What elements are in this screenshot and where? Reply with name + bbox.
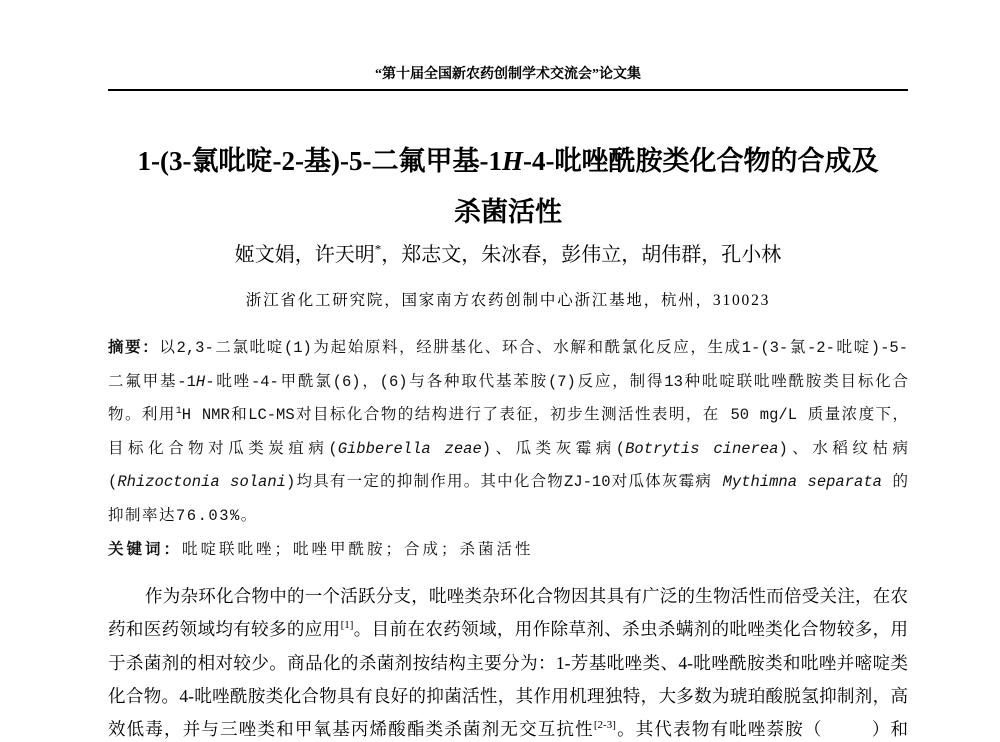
abstract-line-1 — [108, 332, 908, 366]
corresponding-author-mark: * — [374, 241, 382, 257]
body-line-5-cropped — [108, 716, 908, 739]
keywords-text: 吡啶联吡唑；吡唑甲酰胺；合成；杀菌活性 — [182, 540, 534, 559]
title-text: -4-吡唑酰胺类化合物的合成及 — [522, 146, 879, 176]
body-text: 。其代表物有吡唑萘胺（ — [615, 719, 823, 739]
abstract-text: 目标化合物对瓜类炭疽病( — [108, 439, 338, 458]
abstract-section — [108, 332, 908, 567]
author-names: 姬文娟，许天明 — [234, 244, 375, 266]
author-list — [108, 240, 908, 270]
body-text: 。目前在农药领域，用作除草剂、杀虫杀螨剂的吡唑类化合物较多，用 — [353, 619, 909, 640]
body-text: ）和 — [870, 719, 908, 739]
abstract-text: 物。利用 — [108, 406, 176, 425]
abstract-text: )、水稻纹枯病 — [778, 439, 908, 458]
body-line-2 — [108, 613, 908, 646]
abstract-line-2 — [108, 366, 908, 400]
body-line-4 — [108, 680, 908, 713]
cropped-gap — [823, 734, 871, 735]
abstract-text: 二氟甲基-1 — [108, 372, 196, 391]
abstract-text: 以2,3-二氯吡啶(1)为起始原料，经肼基化、环合、水解和酰氯化反应，生成1-(3-氯-2-吡啶)-5- — [159, 339, 908, 357]
header-rule — [108, 89, 908, 91]
species-name: Gibberella zeae — [337, 439, 482, 458]
body-paragraph — [108, 580, 908, 713]
abstract-text: H NMR和LC-MS对目标化合物的结构进行了表征，初步生测活性表明，在 50 mg/L 质量浓度下， — [181, 406, 908, 425]
body-text: 作为杂环化合物中的一个活跃分支，吡唑类杂环化合物因其具有广泛的生物活性而倍受关注，在农 — [145, 586, 908, 606]
body-text: 效低毒，并与三唑类和甲氧基丙烯酸酯类杀菌剂无交互抗性 — [108, 719, 594, 739]
abstract-line-6 — [108, 500, 908, 534]
species-name: Mythimna separata — [722, 473, 882, 492]
abstract-line-4 — [108, 433, 908, 467]
body-line-3 — [108, 647, 908, 680]
body-text: 化合物。4-吡唑酰胺类化合物具有良好的抑菌活性，其作用机理独特，大多数为琥珀酸脱氢抑制剂，高 — [108, 685, 908, 706]
keywords-line — [108, 534, 908, 568]
superscript-mass-number: 1 — [175, 406, 182, 418]
abstract-text: ( — [108, 473, 118, 492]
citation-ref: [1] — [340, 619, 354, 632]
body-text: 于杀菌剂的相对较少。商品化的杀菌剂按结构主要分为：1-芳基吡唑类、4-吡唑酰胺类和吡唑并嘧啶类 — [108, 652, 908, 673]
abstract-text: )、瓜类灰霉病( — [481, 439, 626, 458]
abstract-line-5 — [108, 466, 908, 500]
affiliation: 浙江省化工研究院，国家南方农药创制中心浙江基地，杭州，310023 — [245, 292, 771, 309]
author-names: ，郑志文，朱冰春，彭伟立，胡伟群，孔小林 — [381, 244, 782, 266]
title-line-1 — [108, 141, 908, 181]
abstract-text: -吡唑-4-甲酰氯(6)，(6)与各种取代基苯胺(7)反应，制得13种吡啶联吡唑酰胺类目标化合 — [205, 372, 909, 391]
keywords-label: 关键词： — [108, 540, 183, 559]
body-text: 药和医药领域均有较多的应用 — [108, 619, 341, 640]
abstract-line-3 — [108, 399, 908, 433]
title-line-2: 杀菌活性 — [454, 197, 562, 227]
abstract-label: 摘要： — [108, 339, 160, 357]
running-header: “第十届全国新农药创制学术交流会”论文集 — [375, 67, 641, 82]
abstract-text: )均具有一定的抑制作用。其中化合物ZJ-10对瓜体灰霉病 — [285, 473, 723, 492]
italic-h: H — [195, 372, 206, 391]
title-italic-h: H — [501, 146, 523, 176]
citation-ref: [2-3] — [593, 719, 616, 732]
abstract-text: 抑制率达76.03%。 — [108, 506, 258, 525]
body-line-1 — [108, 580, 908, 613]
species-name: Rhizoctonia solani — [117, 473, 286, 492]
title-text: 1-(3-氯吡啶-2-基)-5-二氟甲基-1 — [137, 146, 502, 176]
abstract-text: 的 — [881, 473, 908, 492]
species-name: Botrytis cinerea — [625, 439, 779, 458]
